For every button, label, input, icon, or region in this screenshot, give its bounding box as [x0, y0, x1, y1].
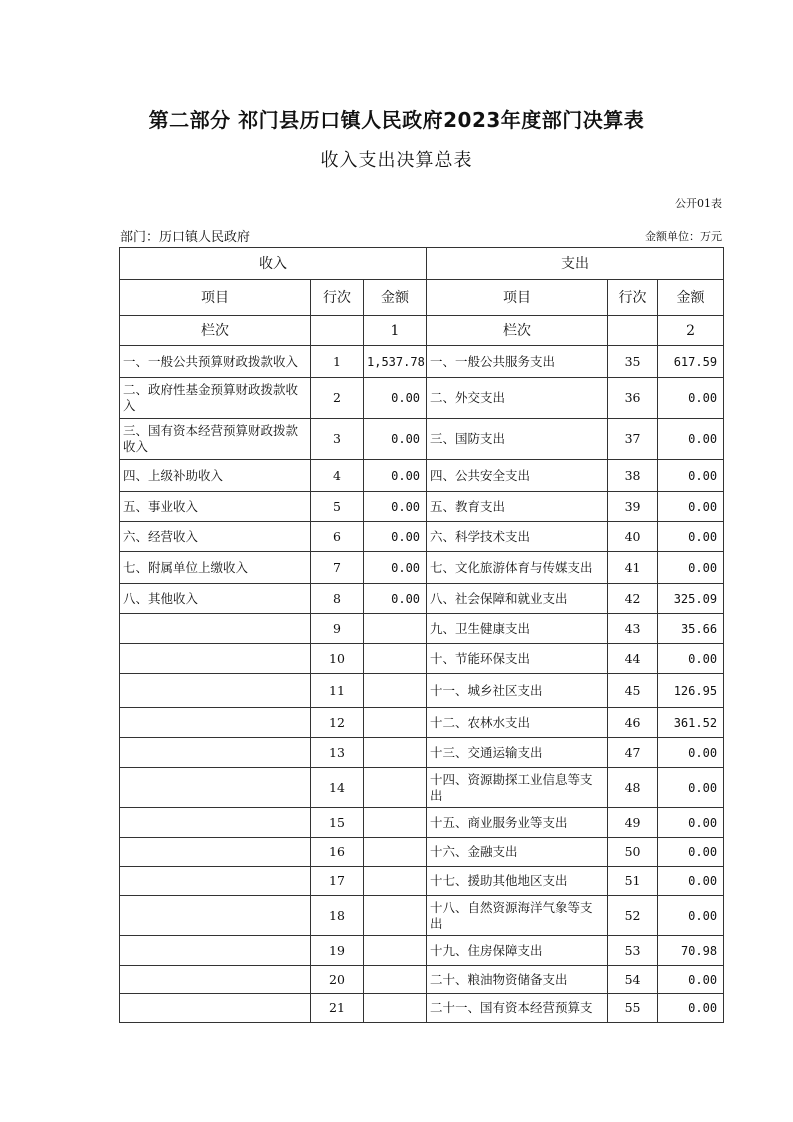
table-row	[120, 808, 724, 838]
table-row	[120, 708, 724, 738]
expense-amount-cell: 0.00	[658, 378, 724, 419]
expense-item-cell: 六、科学技术支出	[427, 522, 608, 552]
income-amount-cell: 0.00	[364, 584, 427, 614]
income-item-cell	[120, 936, 311, 966]
expense-section-header: 支出	[427, 248, 724, 280]
table-row	[120, 552, 724, 584]
income-amount-cell: 0.00	[364, 492, 427, 522]
expense-amount-cell: 0.00	[658, 738, 724, 768]
income-rowno-cell: 1	[311, 346, 364, 378]
income-item-cell	[120, 738, 311, 768]
table-row	[120, 896, 724, 936]
income-item-cell	[120, 644, 311, 674]
expense-rowno-cell: 50	[608, 838, 658, 867]
income-amount-cell	[364, 674, 427, 708]
table-row	[120, 522, 724, 552]
income-item-cell: 七、附属单位上缴收入	[120, 552, 311, 584]
income-amount-cell: 0.00	[364, 419, 427, 460]
income-rowno-cell: 6	[311, 522, 364, 552]
expense-amount-cell: 325.09	[658, 584, 724, 614]
expense-item-cell: 一、一般公共服务支出	[427, 346, 608, 378]
income-item-cell	[120, 768, 311, 808]
section-header-row	[120, 248, 724, 280]
expense-item-cell: 十四、资源勘探工业信息等支出	[427, 768, 608, 808]
table-row	[120, 838, 724, 867]
income-item-cell	[120, 614, 311, 644]
table-row	[120, 614, 724, 644]
table-row	[120, 346, 724, 378]
expense-amount-cell: 0.00	[658, 492, 724, 522]
expense-amount-cell: 35.66	[658, 614, 724, 644]
income-rowno-cell: 7	[311, 552, 364, 584]
expense-rowno-cell: 48	[608, 768, 658, 808]
income-rowno-cell: 21	[311, 994, 364, 1023]
expense-amount-header: 金额	[658, 280, 724, 316]
income-rowno-cell: 16	[311, 838, 364, 867]
income-rowno-cell: 14	[311, 768, 364, 808]
table-row	[120, 936, 724, 966]
income-item-cell: 五、事业收入	[120, 492, 311, 522]
income-item-cell: 八、其他收入	[120, 584, 311, 614]
expense-rowno-cell: 49	[608, 808, 658, 838]
expense-amount-cell: 0.00	[658, 419, 724, 460]
expense-amount-cell: 0.00	[658, 460, 724, 492]
income-amount-cell	[364, 614, 427, 644]
table-row	[120, 674, 724, 708]
expense-rowno-cell: 44	[608, 644, 658, 674]
expense-rowno-cell: 51	[608, 867, 658, 896]
expense-item-cell: 十九、住房保障支出	[427, 936, 608, 966]
table-row	[120, 378, 724, 419]
column-header-row	[120, 280, 724, 316]
income-item-cell: 二、政府性基金预算财政拨款收入	[120, 378, 311, 419]
expense-amount-cell: 0.00	[658, 896, 724, 936]
expense-amount-cell: 0.00	[658, 552, 724, 584]
income-amount-cell	[364, 896, 427, 936]
income-rowno-blank	[311, 316, 364, 346]
income-rowno-header: 行次	[311, 280, 364, 316]
expense-rowno-cell: 38	[608, 460, 658, 492]
expense-rowno-cell: 47	[608, 738, 658, 768]
expense-item-cell: 九、卫生健康支出	[427, 614, 608, 644]
income-amount-cell: 0.00	[364, 552, 427, 584]
expense-rowno-cell: 40	[608, 522, 658, 552]
income-amount-header: 金额	[364, 280, 427, 316]
table-subtitle: 收入支出决算总表	[320, 150, 473, 171]
income-rowno-cell: 13	[311, 738, 364, 768]
income-rowno-cell: 17	[311, 867, 364, 896]
expense-rowno-cell: 45	[608, 674, 658, 708]
expense-item-cell: 七、文化旅游体育与传媒支出	[427, 552, 608, 584]
expense-amount-cell: 0.00	[658, 768, 724, 808]
table-row	[120, 867, 724, 896]
expense-rowno-blank	[608, 316, 658, 346]
expense-item-cell: 三、国防支出	[427, 419, 608, 460]
table-row	[120, 584, 724, 614]
expense-rowno-cell: 41	[608, 552, 658, 584]
expense-item-cell: 十、节能环保支出	[427, 644, 608, 674]
income-item-cell	[120, 808, 311, 838]
income-column-number: 1	[364, 316, 427, 346]
income-amount-cell: 1,537.78	[364, 346, 427, 378]
income-rowno-cell: 12	[311, 708, 364, 738]
expense-item-header: 项目	[427, 280, 608, 316]
income-amount-cell	[364, 708, 427, 738]
expense-rowno-cell: 46	[608, 708, 658, 738]
income-amount-cell	[364, 936, 427, 966]
expense-item-cell: 十五、商业服务业等支出	[427, 808, 608, 838]
table-row	[120, 738, 724, 768]
expense-rowno-cell: 42	[608, 584, 658, 614]
income-item-cell	[120, 896, 311, 936]
income-item-cell: 六、经营收入	[120, 522, 311, 552]
expense-column-number: 2	[658, 316, 724, 346]
income-amount-cell	[364, 808, 427, 838]
income-section-header: 收入	[120, 248, 427, 280]
income-amount-cell	[364, 644, 427, 674]
income-item-cell	[120, 867, 311, 896]
table-row	[120, 419, 724, 460]
table-row	[120, 994, 724, 1023]
expense-amount-cell: 70.98	[658, 936, 724, 966]
income-item-cell	[120, 674, 311, 708]
expense-item-cell: 十二、农林水支出	[427, 708, 608, 738]
income-amount-cell: 0.00	[364, 460, 427, 492]
income-rowno-cell: 9	[311, 614, 364, 644]
expense-item-cell: 五、教育支出	[427, 492, 608, 522]
expense-amount-cell: 0.00	[658, 867, 724, 896]
expense-item-cell: 二、外交支出	[427, 378, 608, 419]
expense-rowno-cell: 55	[608, 994, 658, 1023]
income-rowno-cell: 19	[311, 936, 364, 966]
income-rowno-cell: 15	[311, 808, 364, 838]
income-rowno-cell: 4	[311, 460, 364, 492]
expense-column-index-label: 栏次	[427, 316, 608, 346]
income-rowno-cell: 8	[311, 584, 364, 614]
table-row	[120, 460, 724, 492]
income-rowno-cell: 10	[311, 644, 364, 674]
income-item-cell: 三、国有资本经营预算财政拨款收入	[120, 419, 311, 460]
expense-amount-cell: 126.95	[658, 674, 724, 708]
income-item-header: 项目	[120, 280, 311, 316]
expense-amount-cell: 0.00	[658, 838, 724, 867]
table-row	[120, 966, 724, 994]
expense-item-cell: 八、社会保障和就业支出	[427, 584, 608, 614]
income-amount-cell	[364, 867, 427, 896]
income-rowno-cell: 20	[311, 966, 364, 994]
expense-amount-cell: 0.00	[658, 966, 724, 994]
income-amount-cell: 0.00	[364, 378, 427, 419]
income-rowno-cell: 11	[311, 674, 364, 708]
form-number: 公开01表	[675, 197, 722, 210]
income-item-cell	[120, 708, 311, 738]
income-item-cell: 四、上级补助收入	[120, 460, 311, 492]
expense-item-cell: 二十一、国有资本经营预算支	[427, 994, 608, 1023]
income-column-index-label: 栏次	[120, 316, 311, 346]
income-rowno-cell: 5	[311, 492, 364, 522]
income-amount-cell	[364, 994, 427, 1023]
page-title: 第二部分 祁门县历口镇人民政府2023年度部门决算表	[148, 108, 645, 132]
expense-rowno-header: 行次	[608, 280, 658, 316]
expense-item-cell: 十八、自然资源海洋气象等支出	[427, 896, 608, 936]
department-label: 部门：历口镇人民政府	[120, 230, 251, 245]
income-amount-cell	[364, 768, 427, 808]
expense-rowno-cell: 39	[608, 492, 658, 522]
income-amount-cell	[364, 966, 427, 994]
column-index-row	[120, 316, 724, 346]
expense-item-cell: 十一、城乡社区支出	[427, 674, 608, 708]
income-rowno-cell: 3	[311, 419, 364, 460]
expense-rowno-cell: 52	[608, 896, 658, 936]
income-amount-cell	[364, 838, 427, 867]
expense-rowno-cell: 36	[608, 378, 658, 419]
income-item-cell	[120, 838, 311, 867]
table-row	[120, 768, 724, 808]
expense-amount-cell: 617.59	[658, 346, 724, 378]
expense-item-cell: 十三、交通运输支出	[427, 738, 608, 768]
income-expense-table	[119, 247, 724, 1023]
expense-item-cell: 四、公共安全支出	[427, 460, 608, 492]
expense-item-cell: 十七、援助其他地区支出	[427, 867, 608, 896]
expense-rowno-cell: 54	[608, 966, 658, 994]
income-item-cell	[120, 966, 311, 994]
expense-rowno-cell: 37	[608, 419, 658, 460]
expense-item-cell: 二十、粮油物资储备支出	[427, 966, 608, 994]
amount-unit-label: 金额单位：万元	[645, 230, 722, 243]
income-amount-cell: 0.00	[364, 522, 427, 552]
income-amount-cell	[364, 738, 427, 768]
income-item-cell: 一、一般公共预算财政拨款收入	[120, 346, 311, 378]
expense-rowno-cell: 43	[608, 614, 658, 644]
expense-item-cell: 十六、金融支出	[427, 838, 608, 867]
expense-rowno-cell: 35	[608, 346, 658, 378]
expense-amount-cell: 0.00	[658, 644, 724, 674]
income-item-cell	[120, 994, 311, 1023]
table-row	[120, 644, 724, 674]
income-rowno-cell: 18	[311, 896, 364, 936]
expense-amount-cell: 0.00	[658, 522, 724, 552]
expense-amount-cell: 0.00	[658, 994, 724, 1023]
table-row	[120, 492, 724, 522]
expense-amount-cell: 361.52	[658, 708, 724, 738]
expense-rowno-cell: 53	[608, 936, 658, 966]
expense-amount-cell: 0.00	[658, 808, 724, 838]
income-rowno-cell: 2	[311, 378, 364, 419]
